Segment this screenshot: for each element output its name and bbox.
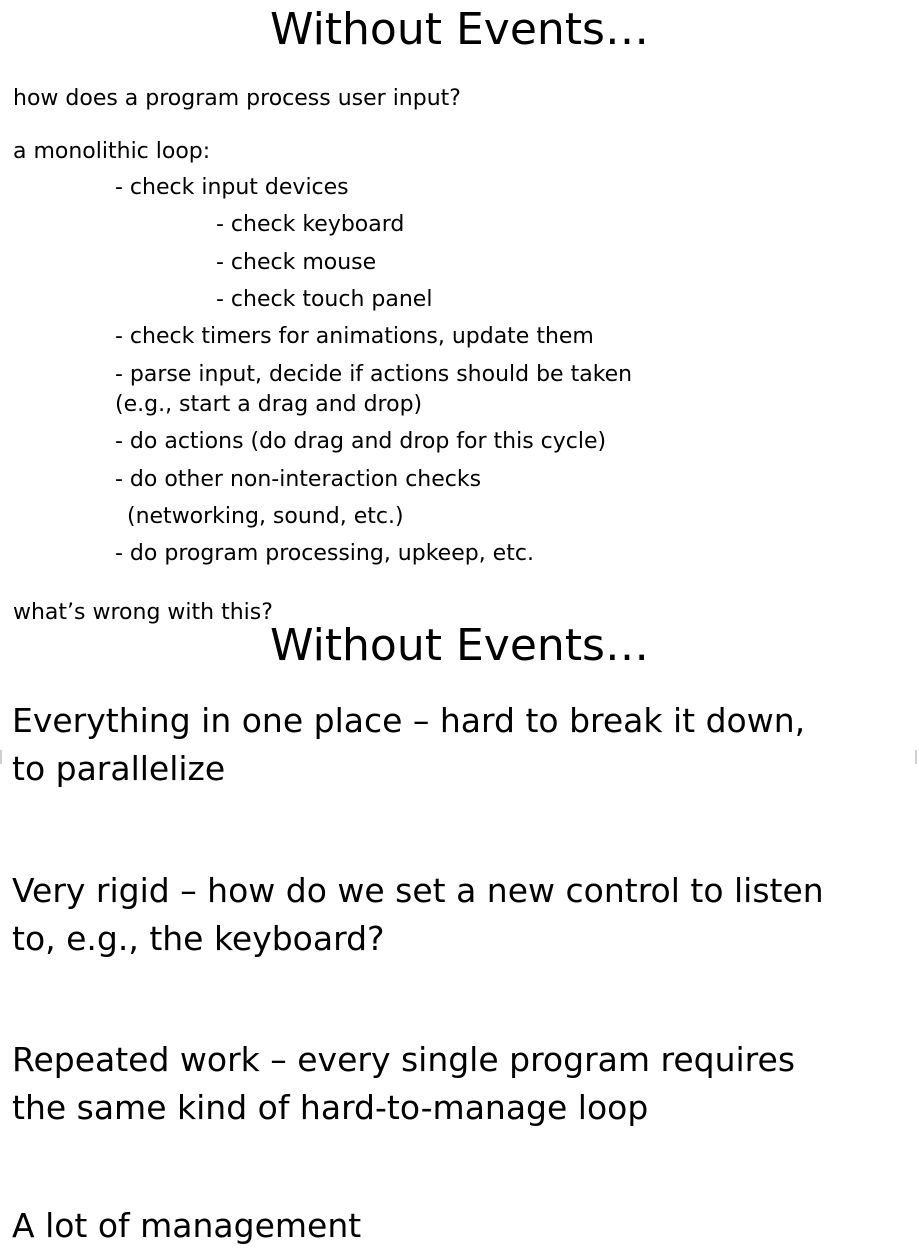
list-item-parse-input-example: (e.g., start a drag and drop) [115,392,423,417]
point-line: to parallelize [12,749,226,788]
point-line: the same kind of hard-to-manage loop [12,1088,649,1127]
slide-2-title: Without Events… [270,624,649,671]
closing-question: what’s wrong with this? [13,600,273,624]
list-item-timers: - check timers for animations, update them [115,324,594,349]
list-item-non-interaction-example: (networking, sound, etc.) [127,504,404,529]
point-repeated-work [12,1036,795,1132]
list-item-do-actions: - do actions (do drag and drop for this cycle) [115,429,607,454]
point-line: to, e.g., the keyboard? [12,919,385,958]
list-item-input-devices: - check input devices [115,175,349,200]
list-item-touch-panel: - check touch panel [216,287,433,312]
point-line: Everything in one place – hard to break it down, [12,701,806,740]
slide-2 [0,624,919,1254]
point-a-lot-of-management [12,1202,361,1250]
list-item-program-processing: - do program processing, upkeep, etc. [115,541,534,566]
point-line: Very rigid – how do we set a new control to listen [12,871,824,910]
slide-1-title: Without Events… [270,4,649,55]
list-item-parse-input: - parse input, decide if actions should be taken [115,362,633,387]
point-line: Repeated work – every single program requires [12,1040,796,1079]
question-text: how does a program process user input? [13,86,461,111]
list-item-keyboard: - check keyboard [216,212,405,237]
list-item-non-interaction: - do other non-interaction checks [115,467,482,492]
point-very-rigid [12,867,824,963]
point-everything-in-one-place [12,697,805,793]
slide-edge-mark-right [915,750,917,764]
point-line: A lot of management [12,1206,362,1245]
list-item-mouse: - check mouse [216,250,377,275]
slide-edge-mark-left [0,750,2,764]
intro-text: a monolithic loop: [13,139,211,164]
slide-1 [0,0,919,624]
